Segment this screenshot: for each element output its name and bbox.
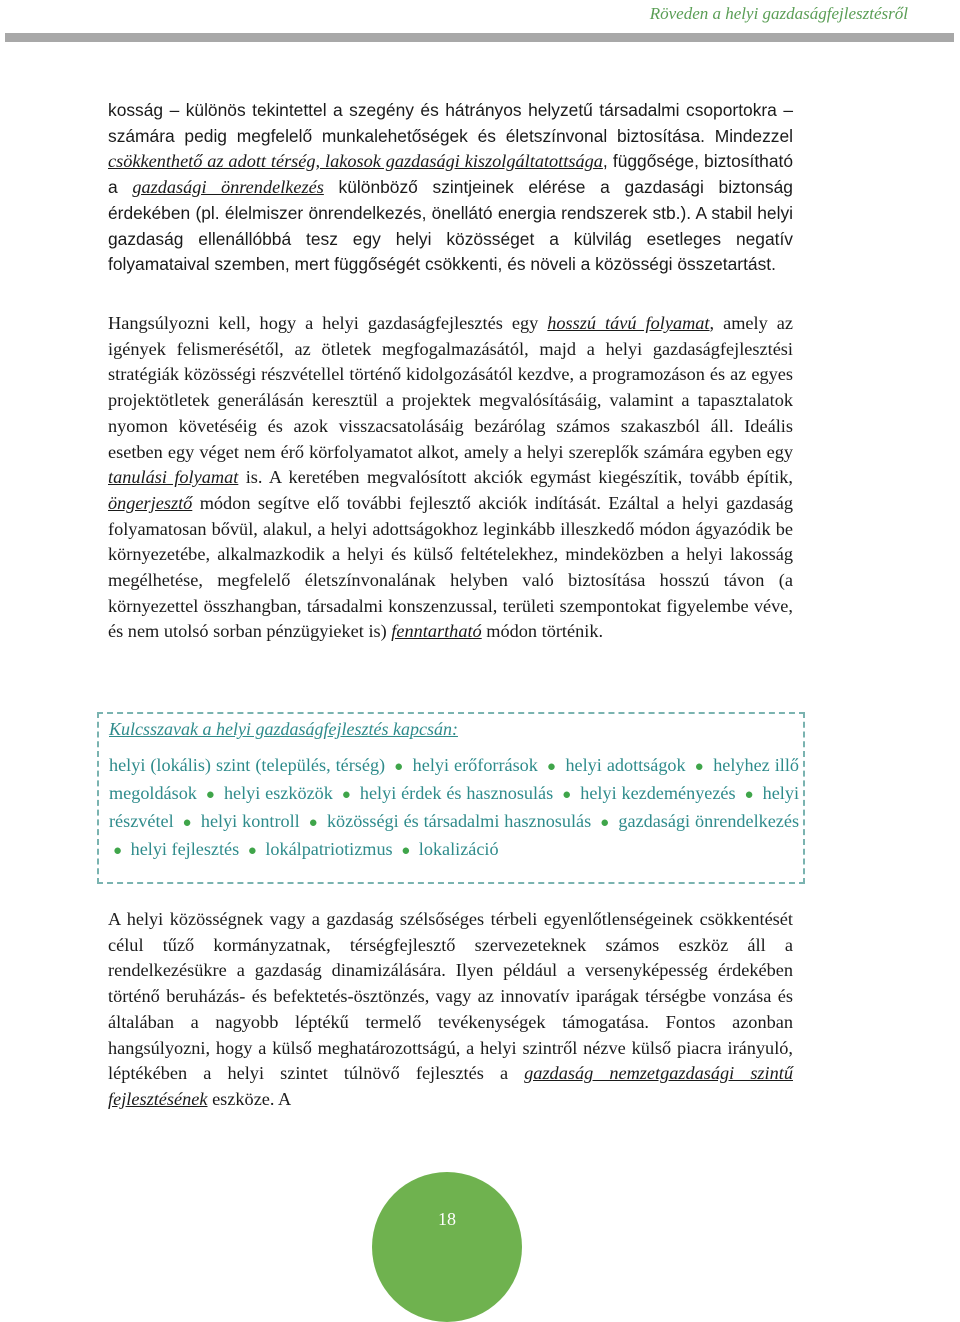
keyword-item: közösségi és társadalmi hasznosulás [326,811,592,831]
bullet-separator-icon: ● [562,787,572,803]
bullet-separator-icon: ● [694,759,705,775]
bullet-separator-icon: ● [600,815,610,831]
p3-emphasis-1: gazdaság nemzetgazdasági szintű fejlesztésének [108,1063,793,1109]
keyword-item: helyi fejlesztés [130,839,240,859]
keyword-item: helyi kontroll [200,811,300,831]
keyword-item: helyi (lokális) szint (település, térség) [109,755,386,775]
p2-text-g: módon segítve elő további fejlesztő akciók indítását. Ezáltal a helyi gazdaság folyamatosan bővül, alakul, a helyi adottságokhoz leginkább illeszkedő módon ágyazódik be környezetébe, alkalmazkodik a helyi és külső feltételekhez, mindeközben a helyi lakosság megélhetése, megfelelő életszínvonalának helyben való biztosítása hosszú távon (a környezettel összhangban, társadalmi konszenzussal, területi szempontokat figyelembe véve, és nem utolsó sorban pénzügyieket is) [108,492,793,642]
keyword-item: helyi adottságok [565,755,686,775]
bullet-separator-icon: ● [546,759,557,775]
p1-emphasis-2: gazdasági önrendelkezés [132,177,324,198]
keyword-item: lokálpatriotizmus [265,839,393,859]
p1-text-e: különböző szintjeinek elérése a gazdasági biztonság érdekében (pl. élelmiszer önrendelkezés, önellátó energia rendszerek stb.). A stabil helyi gazdaság ellenállóbbá tesz egy helyi közösséget a külvilág esetleges negatív folyamataival szemben, mert függőségét csökkenti, és növeli a közösségi összetartást. [108,177,793,275]
p2-text-a: Hangsúlyozni kell, hogy a helyi gazdaságfejlesztés egy [108,313,548,333]
running-header: Röveden a helyi gazdaságfejlesztésről [649,4,908,23]
page-number-badge [372,1172,522,1322]
bullet-separator-icon: ● [247,843,257,859]
paragraph-1 [108,98,793,278]
keywords-title: Kulcsszavak a helyi gazdaságfejlesztés kapcsán: [109,719,458,739]
p2-emphasis-4: fenntartható [391,621,482,642]
keyword-item: lokalizáció [418,839,499,859]
bullet-separator-icon: ● [205,787,216,803]
bullet-separator-icon: ● [113,843,123,859]
paragraph-2 [108,311,793,645]
paragraph-3 [108,907,793,1113]
keyword-item: helyi eszközök [223,783,333,803]
p1-emphasis-1: csökkenthető az adott térség, lakosok gazdasági kiszolgáltatottsága [108,151,603,172]
keyword-item: helyhez illő megoldások [109,755,800,803]
p2-text-i: módon történik. [481,621,604,642]
p3-text-c: eszköze. A [207,1088,292,1109]
bullet-separator-icon: ● [394,759,404,775]
bullet-separator-icon: ● [308,815,319,831]
p1-text-a: kosság – különös tekintettel a szegény és hátrányos helyzetű társadalmi csoportokra – számára pedig megfelelő munkalehetőségek és életszínvonal biztosítása. Mindezzel [108,100,793,146]
bullet-separator-icon: ● [401,843,411,859]
keyword-item: gazdasági önrendelkezés [618,811,800,831]
keywords-list [109,752,799,864]
keyword-item: helyi érdek és hasznosulás [359,783,554,803]
p2-text-e: is. A keretében megvalósított akciók egymást kiegészítik, tovább építik, [238,467,793,488]
p2-emphasis-3: öngerjesztő [108,492,193,513]
keyword-item: helyi részvétel [109,783,800,831]
p1-text-c: , függősége, biztosítható a [108,151,794,198]
p2-text-c: , amely az igények felismerésétől, az ötletek megfogalmazásától, majd a helyi gazdaságfejlesztési stratégiák közösségi részvétellel történő kidolgozásától kezdve, a programozáson és az egyes projektötletek generálásán keresztül a projektek megvalósításáig, valamint a tapasztalatok nyomon követéséig és azok visszacsatolásáig bezárólag számos szakaszból áll. Ideális esetben egy véget nem érő körfolyamatot alkot, amely a helyi szereplők számára egyben egy [108,313,794,462]
keyword-item: helyi erőforrások [412,755,538,775]
p3-text-a: A helyi közösségnek vagy a gazdaság szélsőséges térbeli egyenlőtlenségeinek csökkentését célul tűző kormányzatnak, térségfejlesztő szervezeteknek számos eszköz áll a rendelkezésükre a gazdaság dinamizálására. Ilyen például a versenyképesség érdekében történő beruházás- és befektetés-ösztönzés, vagy az innovatív iparágak térségbe vonzása és általában a nagyobb léptékű termelő tevékenységek támogatása. Fontos azonban hangsúlyozni, hogy a külső meghatározottságú, a helyi szintről nézve külső piacra irányuló, léptékében a helyi szintet túlnövő fejlesztés a [108,909,793,1084]
p2-emphasis-1: hosszú távú folyamat [547,313,710,333]
keyword-item: helyi kezdeményezés [580,783,736,803]
header-rule [5,33,954,42]
p2-emphasis-2: tanulási folyamat [108,467,239,488]
bullet-separator-icon: ● [744,787,754,803]
bullet-separator-icon: ● [182,815,192,831]
page-number: 18 [438,1209,456,1229]
keywords-box [97,712,805,884]
bullet-separator-icon: ● [341,787,352,803]
